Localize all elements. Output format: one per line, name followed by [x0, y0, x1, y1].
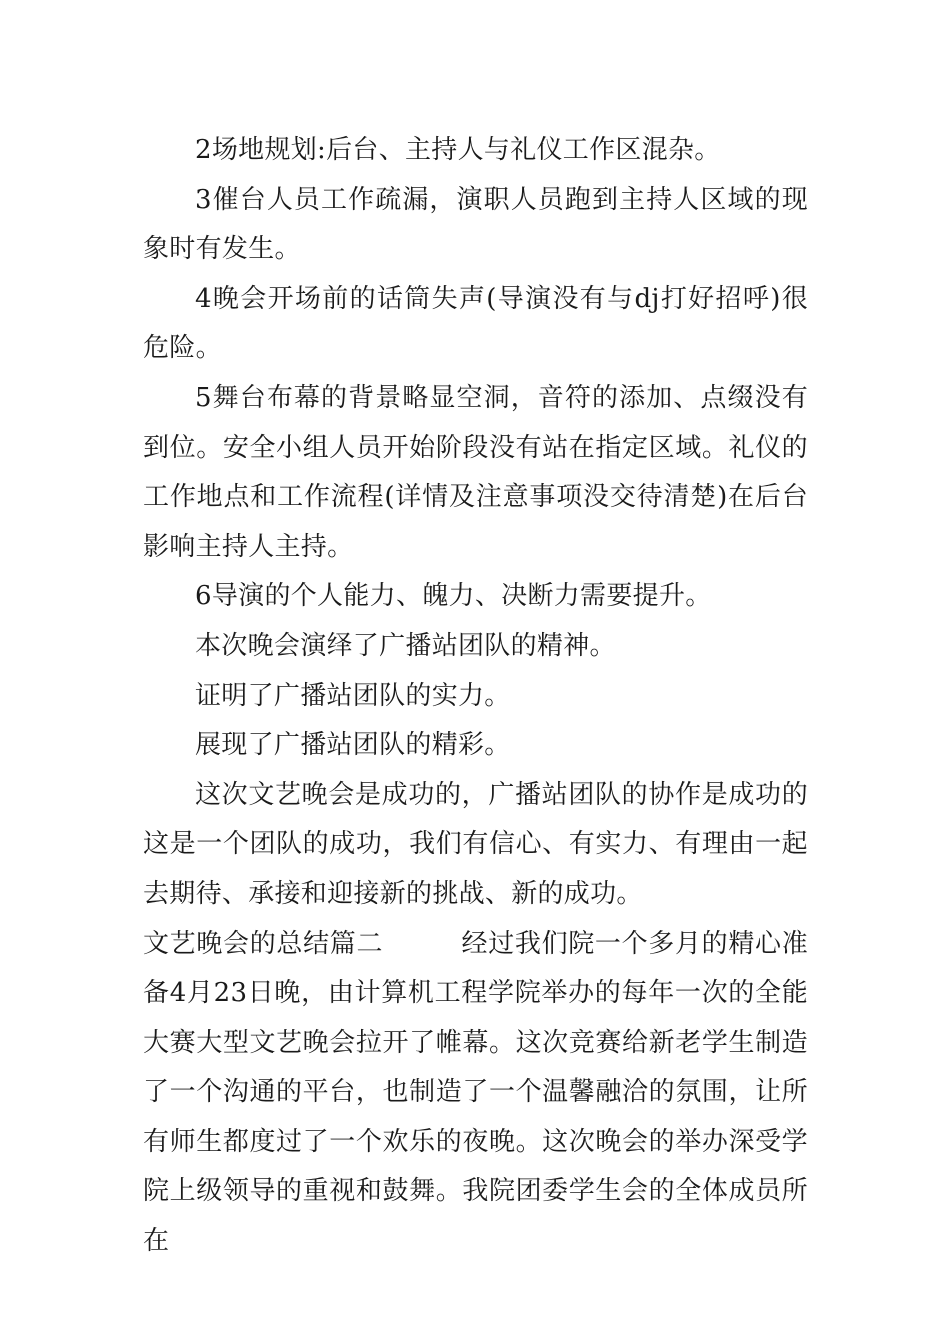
- paragraph-conclusion: 这次文艺晚会是成功的，广播站团队的协作是成功的这是一个团队的成功，我们有信心、有实力、有理由一起去期待、承接和迎接新的挑战、新的成功。: [143, 779, 808, 909]
- paragraph-team-strength: 证明了广播站团队的实力。: [195, 680, 511, 711]
- document-body: [143, 126, 808, 1267]
- section-two-paragraph: [143, 920, 808, 1267]
- paragraph-team-brilliance: 展现了广播站团队的精彩。: [195, 730, 511, 761]
- paragraph-stage-backdrop: 5舞台布幕的背景略显空洞，音符的添加、点缀没有到位。安全小组人员开始阶段没有站在指定区域。礼仪的工作地点和工作流程(详情及注意事项没交待清楚)在后台影响主持人主持。: [143, 382, 808, 562]
- section-body: 经过我们院一个多月的精心准备4月23日晚，由计算机工程学院举办的每年一次的全能大赛大型文艺晚会拉开了帷幕。这次竞赛给新老学生制造了一个沟通的平台，也制造了一个温馨融洽的氛围，让所有师生都度过了一个欢乐的夜晚。这次晚会的举办深受学院上级领导的重视和鼓舞。我院团委学生会的全体成员所在: [143, 928, 808, 1257]
- section-heading: 文艺晚会的总结篇二: [143, 928, 384, 959]
- paragraph-microphone: 4晚会开场前的话筒失声(导演没有与dj打好招呼)很危险。: [143, 283, 808, 364]
- paragraph-team-spirit: 本次晚会演绎了广播站团队的精神。: [195, 630, 616, 661]
- paragraph-director: 6导演的个人能力、魄力、决断力需要提升。: [195, 581, 712, 612]
- paragraph-stage-crew: 3催台人员工作疏漏，演职人员跑到主持人区域的现象时有发生。: [143, 184, 808, 265]
- paragraph-venue-planning: 2场地规划:后台、主持人与礼仪工作区混杂。: [195, 135, 721, 165]
